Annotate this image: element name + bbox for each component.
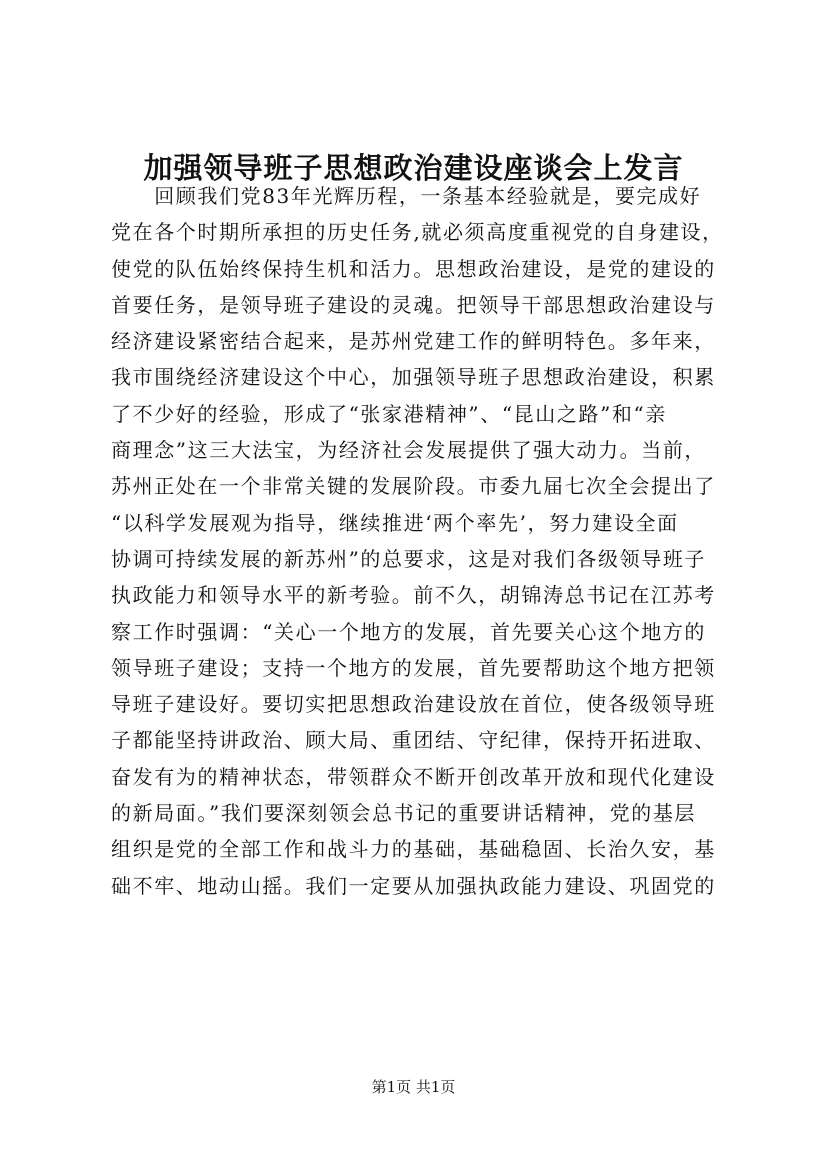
- body-line: 回顾我们党83年光辉历程，一条基本经验就是，要完成好: [111, 184, 702, 208]
- body-line: 导班子建设好。要切实把思想政治建设放在首位，使各级领导班: [111, 692, 716, 717]
- document-body: [111, 178, 724, 904]
- body-line: 奋发有为的精神状态，带领群众不断开创改革开放和现代化建设: [111, 764, 716, 789]
- body-line: 子都能坚持讲政治、顾大局、重团结、守纪律，保持开拓进取、: [111, 728, 716, 753]
- body-line: 经济建设紧密结合起来，是苏州党建工作的鲜明特色。多年来，: [111, 329, 716, 354]
- body-line: 础不牢、地动山摇。我们一定要从加强执政能力建设、巩固党的: [111, 873, 716, 898]
- body-line: 执政能力和领导水平的新考验。前不久，胡锦涛总书记在江苏考: [111, 583, 716, 608]
- body-line: 首要任务，是领导班子建设的灵魂。把领导干部思想政治建设与: [111, 292, 716, 317]
- body-line: 领导班子建设；支持一个地方的发展，首先要帮助这个地方把领: [111, 655, 716, 680]
- body-line: 组织是党的全部工作和战斗力的基础，基础稳固、长治久安，基: [111, 837, 716, 862]
- body-line: 察工作时强调：“关心一个地方的发展，首先要关心这个地方的: [111, 619, 707, 644]
- page-footer: 第1页 共1页: [371, 1078, 456, 1096]
- body-line: 使党的队伍始终保持生机和活力。思想政治建设，是党的建设的: [111, 256, 716, 281]
- body-line: 党在各个时期所承担的历史任务,就必须高度重视党的自身建设，: [111, 220, 724, 245]
- document-title: 加强领导班子思想政治建设座谈会上发言: [143, 151, 684, 185]
- body-line: 了不少好的经验，形成了“张家港精神”、“昆山之路”和“亲: [111, 401, 667, 426]
- body-line: 的新局面。”我们要深刻领会总书记的重要讲话精神，党的基层: [111, 801, 697, 826]
- body-line: 协调可持续发展的新苏州”的总要求，这是对我们各级领导班子: [111, 546, 707, 571]
- body-line: “以科学发展观为指导，继续推进‘两个率先’，努力建设全面: [111, 510, 679, 535]
- body-line: 商理念”这三大法宝，为经济社会发展提供了强大动力。当前，: [111, 438, 707, 463]
- body-line: 我市围绕经济建设这个中心，加强领导班子思想政治建设，积累: [111, 365, 716, 390]
- body-line: 苏州正处在一个非常关键的发展阶段。市委九届七次全会提出了: [111, 474, 716, 499]
